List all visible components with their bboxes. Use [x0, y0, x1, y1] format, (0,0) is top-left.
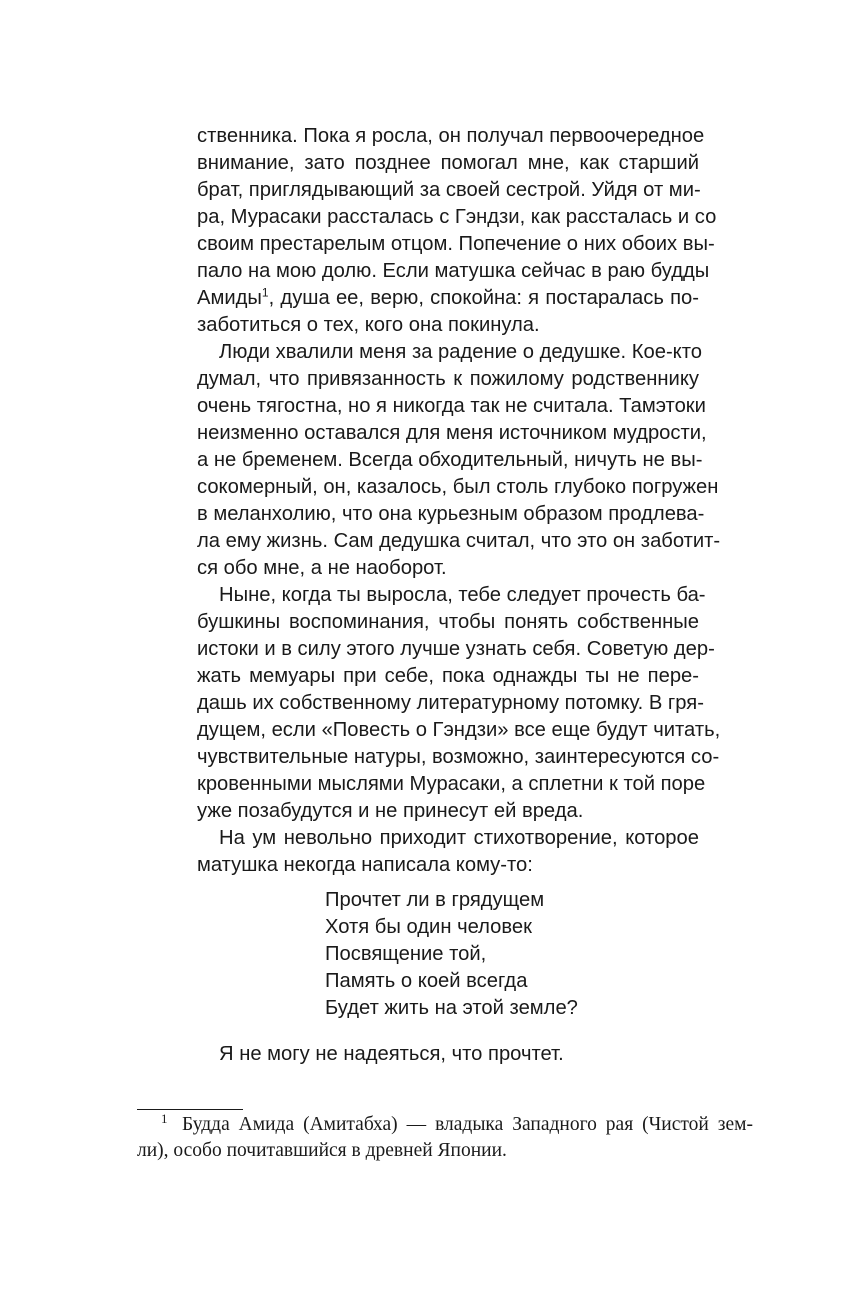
footnote-reference[interactable]: 1 [261, 285, 269, 300]
text-line: неизменно оставался для меня источником мудрости, [197, 422, 707, 444]
footnote-line: ли), особо почитавшийся в древней Японии. [137, 1140, 507, 1161]
poem-line: Хотя бы один человек [325, 916, 532, 938]
text-line-with-footnote-ref [197, 285, 699, 311]
footnote-divider [137, 1109, 243, 1110]
text-line: кровенными мыслями Мурасаки, а сплетни к той поре [197, 773, 706, 795]
text-line: ся обо мне, а не наоборот. [197, 557, 447, 579]
text-line: своим престарелым отцом. Попечение о них обоих вы- [197, 233, 715, 255]
text-line: жать мемуары при себе, пока однажды ты не пере- [197, 665, 699, 687]
text-line: пало на мою долю. Если матушка сейчас в раю будды [197, 260, 710, 282]
poem-line: Посвящение той, [325, 943, 487, 965]
poem-line: Будет жить на этой земле? [325, 997, 578, 1019]
text-line: дашь их собственному литературному потомку. В гря- [197, 692, 704, 714]
text-line: Ныне, когда ты выросла, тебе следует прочесть ба- [219, 584, 706, 606]
text-line: а не бременем. Всегда обходительный, ничуть не вы- [197, 449, 703, 471]
text-fragment: , душа ее, верю, спокойна: я постаралась по- [268, 287, 699, 309]
text-line: очень тягостна, но я никогда так не считала. Тамэтоки [197, 395, 706, 417]
text-line: чувствительные натуры, возможно, заинтересуются со- [197, 746, 720, 768]
text-line: ственника. Пока я росла, он получал первоочередное [197, 125, 705, 147]
text-line: бушкины воспоминания, чтобы понять собственные [197, 611, 699, 633]
text-line: истоки и в силу этого лучше узнать себя. Советую дер- [197, 638, 715, 660]
text-line: матушка некогда написала кому-то: [197, 854, 533, 876]
text-line: Люди хвалили меня за радение о дедушке. Кое-кто [219, 341, 702, 363]
text-line: сокомерный, он, казалось, был столь глубоко погружен [197, 476, 719, 498]
text-line: уже позабудутся и не принесут ей вреда. [197, 800, 584, 822]
text-line: заботиться о тех, кого она покинула. [197, 314, 540, 336]
text-line: думал, что привязанность к пожилому родственнику [197, 368, 699, 390]
text-line: внимание, зато позднее помогал мне, как старший [197, 152, 699, 174]
text-fragment: Амиды [197, 287, 262, 309]
text-line: На ум невольно приходит стихотворение, которое [219, 827, 699, 849]
footnote-line: Будда Амида (Амитабха) — владыка Западного рая (Чистой зем- [182, 1114, 753, 1135]
text-line: в меланхолию, что она курьезным образом продлева- [197, 503, 705, 525]
text-line: брат, приглядывающий за своей сестрой. Уйдя от ми- [197, 179, 701, 201]
footnote-number: 1 [161, 1111, 168, 1126]
poem-line: Прочтет ли в грядущем [325, 889, 545, 911]
poem-line: Память о коей всегда [325, 970, 528, 992]
text-line: ра, Мурасаки рассталась с Гэндзи, как рассталась и со [197, 206, 717, 228]
closing-line: Я не могу не надеяться, что прочтет. [219, 1043, 564, 1065]
text-line: ла ему жизнь. Сам дедушка считал, что это он заботит- [197, 530, 721, 552]
text-line: дущем, если «Повесть о Гэндзи» все еще будут читать, [197, 719, 721, 741]
